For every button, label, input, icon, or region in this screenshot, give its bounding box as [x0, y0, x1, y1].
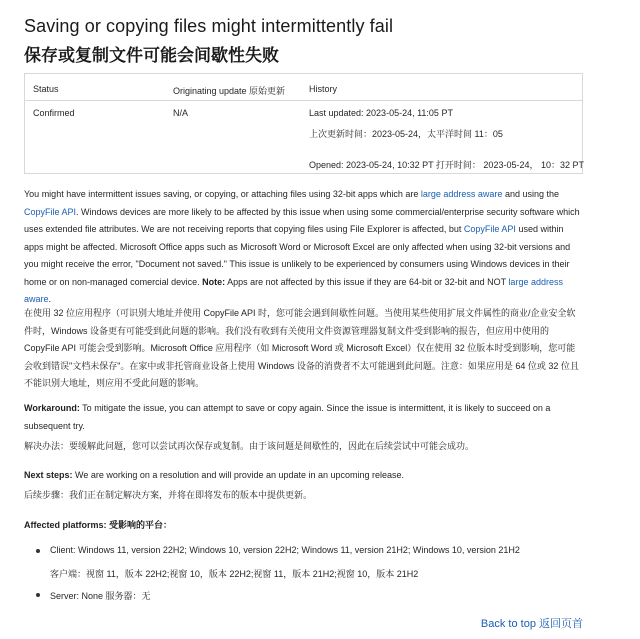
opened-date: Opened: 2023-05-24, 10:32 PT 打开时间： 2023-05-24， 10：32 PT [309, 160, 584, 170]
status-header: Status [33, 84, 59, 94]
affected-platforms-heading: Affected platforms: 受影响的平台： [24, 520, 173, 530]
workaround-cn: 解决办法：要缓解此问题，您可以尝试再次保存或复制。由于该问题是间歇性的，因此在后续尝试中可能会成功。 [24, 441, 475, 451]
next-steps-label: Next steps: [24, 470, 73, 480]
issue-title-en: Saving or copying files might intermittently fail [24, 16, 394, 36]
back-to-top-link[interactable]: Back to top 返回页首 [480, 618, 583, 630]
client-platforms: Client: Windows 11, version 22H2; Windows 10, version 22H2; Windows 11, version 21H2; Windows 10, version 21H2 [50, 545, 520, 555]
workaround-label: Workaround: [24, 403, 80, 413]
issue-description-en: You might have intermittent issues saving, or copying, or attaching files using 32-bit apps which are large address aware and using the CopyFile API. Windows devices are more likely to be affected by this issue when using some commercial/enterprise security software which uses extended file attributes. We are not receiving reports that copying files using File Explorer is affected, but CopyFile API used within apps might be affected. Microsoft Office apps such as Microsoft Word or Microsoft Excel are only affected when using 32-bit versions and you might receive the error, "Document not saved." This issue is unlikely to be experienced by consumers using Windows devices in their home or on non-managed comercial device. Note: Apps are not affected by this issue if they are 64-bit or 32-bit and NOT large address aware. [24, 189, 580, 304]
table-divider [25, 100, 582, 101]
last-updated-en: Last updated: 2023-05-24, 11:05 PT [309, 108, 453, 118]
bullet-icon [36, 593, 40, 597]
issue-description-cn: 在使用 32 位应用程序（可识别大地址并使用 CopyFile API 时，您可能会遇到间歇性问题。当使用某些使用扩展文件属性的商业/企业安全软件时，Windows 设备更有可能受到此问题的影响。我们没有收到有关使用文件资源管理器复制文件受到影响的报告，但应用中使用的 CopyFile API 可能会受到影响。Microsoft Office 应用程序（如 Microsoft Word 或 Microsoft Excel）仅在使用 32 位版本时受到影响，您可能会收到错误"文档未保存"。在家中或非托管商业设备上使用 Windows 设备的消费者不太可能遇到此问题。注意：如果应用是 64 位或 32 位且不能识别大地址，则应用不受此问题的影响。 [24, 308, 579, 388]
bullet-icon [36, 549, 40, 553]
large-address-aware-link-2[interactable]: large address aware [24, 276, 563, 304]
workaround-en: Workaround: To mitigate the issue, you can attempt to save or copy again. Since the issue is intermittent, it is likely to succeed on a subsequent try. [24, 403, 551, 431]
copyfile-api-link-2[interactable]: CopyFile API [463, 224, 516, 234]
status-table [24, 73, 583, 174]
copyfile-api-link[interactable]: CopyFile API [24, 206, 77, 217]
status-value: Confirmed [33, 108, 75, 118]
originating-update-value: N/A [173, 108, 189, 118]
next-steps-en: Next steps: We are working on a resolution and will provide an update in an upcoming release. [24, 470, 405, 480]
server-platforms: Server: None 服务器：无 [50, 591, 151, 601]
originating-update-header: Originating update 原始更新 [173, 86, 286, 96]
last-updated-cn: 上次更新时间：2023-05-24，太平洋时间 11：05 [309, 129, 503, 139]
issue-title-cn: 保存或复制文件可能会间歇性失败 [24, 46, 279, 65]
client-platforms-cn: 客户端：视窗 11，版本 22H2;视窗 10，版本 22H2;视窗 11，版本 21H2;视窗 10，版本 21H2 [50, 569, 419, 579]
history-header: History [309, 84, 338, 94]
note-label: Note: [202, 276, 226, 287]
next-steps-cn: 后续步骤：我们正在制定解决方案，并将在即将发布的版本中提供更新。 [24, 490, 313, 500]
large-address-aware-link[interactable]: large address aware [420, 189, 503, 199]
